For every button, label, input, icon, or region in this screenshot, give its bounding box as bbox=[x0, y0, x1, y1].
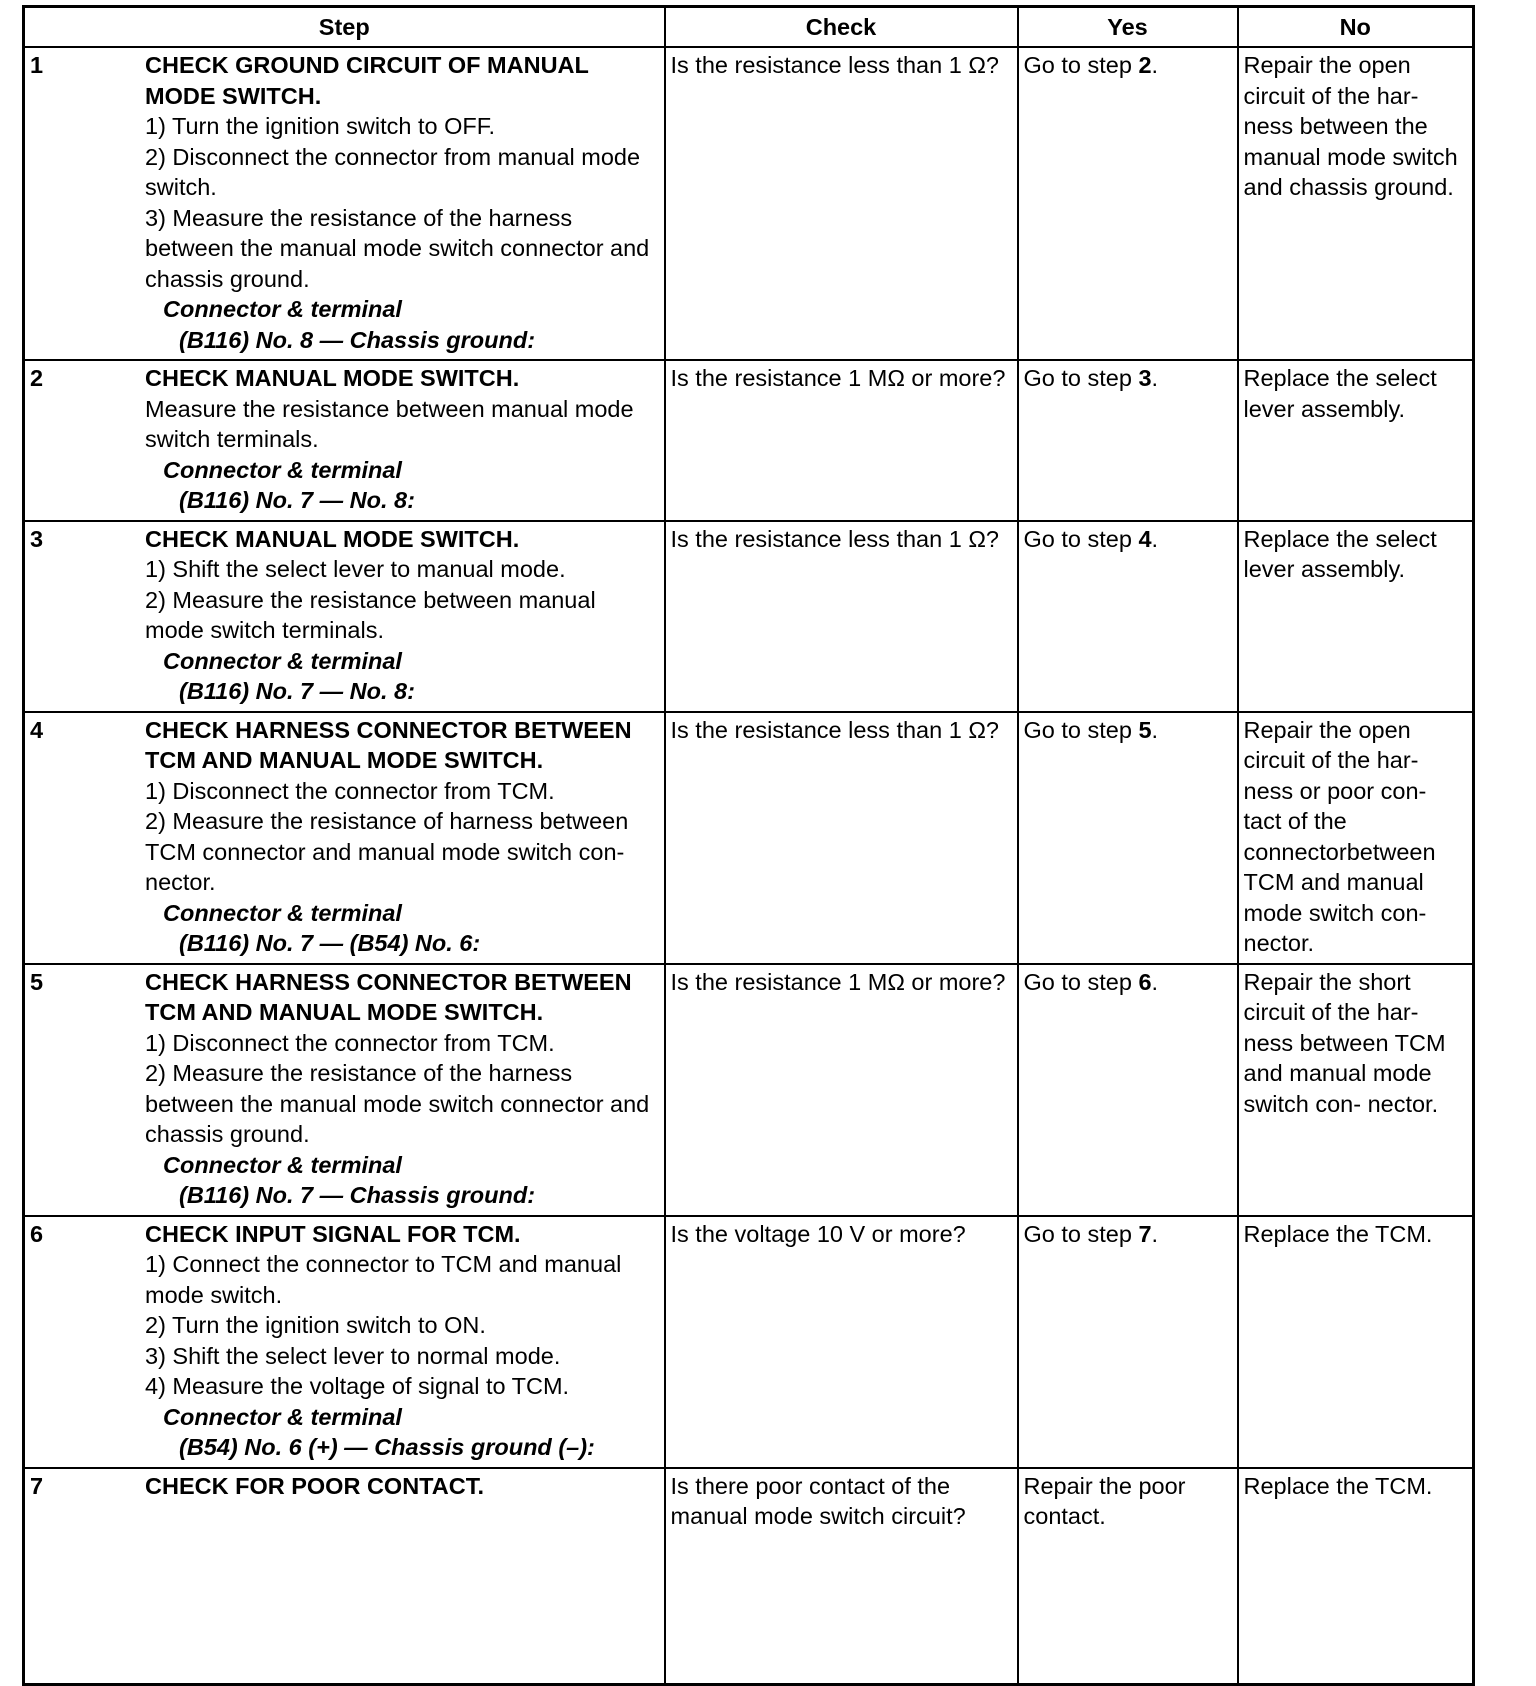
header-step: Step bbox=[24, 7, 665, 48]
yes-step-ref: 4 bbox=[1138, 525, 1152, 552]
yes-cell bbox=[1018, 521, 1238, 712]
connector-terminal: (B116) No. 7 — No. 8: bbox=[179, 678, 415, 704]
header-check: Check bbox=[665, 7, 1018, 48]
connector-label: Connector & terminal bbox=[163, 1403, 402, 1430]
no-cell bbox=[1238, 360, 1474, 521]
table-row bbox=[24, 1216, 1474, 1468]
yes-step-ref: 2 bbox=[1138, 52, 1152, 78]
step-instruction: 1) Disconnect the connector from TCM. bbox=[145, 1029, 555, 1056]
yes-text: Go to step bbox=[1023, 365, 1139, 391]
step-instruction: Measure the resistance between manual mode switch terminals. bbox=[145, 395, 634, 452]
step-instruction: 2) Measure the resistance between manual mode switch terminals. bbox=[145, 586, 596, 643]
no-action: Replace the TCM. bbox=[1243, 1472, 1433, 1499]
check-cell bbox=[665, 521, 1018, 712]
yes-suffix: . bbox=[1151, 525, 1159, 552]
check-question: Is the voltage 10 V or more? bbox=[670, 1220, 966, 1247]
yes-cell bbox=[1018, 964, 1238, 1216]
step-title: CHECK INPUT SIGNAL FOR TCM. bbox=[145, 1220, 521, 1247]
header-yes: Yes bbox=[1018, 7, 1238, 48]
check-question: Is the resistance less than 1 Ω? bbox=[670, 525, 999, 552]
step-number: 5 bbox=[30, 968, 44, 995]
yes-suffix: . bbox=[1151, 52, 1159, 78]
diagnostic-table bbox=[22, 5, 1475, 1686]
step-number: 2 bbox=[30, 365, 44, 391]
yes-step-ref: 5 bbox=[1138, 716, 1152, 743]
no-cell bbox=[1238, 1468, 1474, 1685]
no-action: Replace the select lever assembly. bbox=[1243, 365, 1437, 422]
step-cell bbox=[24, 1216, 665, 1468]
yes-text: Go to step bbox=[1023, 968, 1139, 995]
connector-label: Connector & terminal bbox=[163, 296, 402, 322]
step-instruction: 1) Shift the select lever to manual mode. bbox=[145, 556, 566, 582]
step-number: 4 bbox=[30, 716, 44, 743]
step-number: 6 bbox=[30, 1220, 44, 1247]
yes-action bbox=[1019, 1217, 1237, 1254]
check-question: Is the resistance 1 MΩ or more? bbox=[670, 365, 1006, 391]
table-row bbox=[24, 712, 1474, 964]
check-cell bbox=[665, 1216, 1018, 1468]
step-instruction: 1) Disconnect the connector from TCM. bbox=[145, 777, 555, 804]
no-action: Replace the TCM. bbox=[1243, 1220, 1433, 1247]
yes-step-ref: 7 bbox=[1138, 1220, 1152, 1247]
check-question: Is the resistance 1 MΩ or more? bbox=[670, 968, 1006, 995]
connector-terminal: (B116) No. 7 — Chassis ground: bbox=[179, 1182, 536, 1208]
connector-terminal: (B116) No. 8 — Chassis ground: bbox=[179, 326, 536, 353]
yes-action bbox=[1019, 713, 1237, 750]
step-cell bbox=[24, 964, 665, 1216]
yes-text: Go to step bbox=[1023, 716, 1139, 743]
yes-text: Go to step bbox=[1023, 52, 1139, 78]
connector-terminal: (B116) No. 7 — No. 8: bbox=[179, 487, 415, 513]
step-title: CHECK HARNESS CONNECTOR BETWEEN TCM AND MANUAL MODE SWITCH. bbox=[145, 716, 632, 773]
step-instruction: 3) Measure the resistance of the harness between the manual mode switch connector and chassis ground. bbox=[145, 204, 650, 292]
yes-step-ref: 3 bbox=[1138, 365, 1152, 391]
step-number: 1 bbox=[30, 52, 44, 78]
yes-text: Go to step bbox=[1023, 1220, 1139, 1247]
step-title: CHECK HARNESS CONNECTOR BETWEEN TCM AND MANUAL MODE SWITCH. bbox=[145, 968, 632, 1025]
header-no: No bbox=[1238, 7, 1474, 48]
yes-suffix: . bbox=[1151, 968, 1159, 995]
check-cell bbox=[665, 712, 1018, 964]
connector-label: Connector & terminal bbox=[163, 1151, 402, 1178]
no-cell bbox=[1238, 712, 1474, 964]
no-action: Repair the open circuit of the har- ness between the manual mode switch and chassis ground. bbox=[1243, 52, 1458, 200]
step-cell bbox=[24, 47, 665, 360]
yes-action bbox=[1019, 1469, 1237, 1536]
connector-terminal: (B54) No. 6 (+) — Chassis ground (–): bbox=[179, 1434, 595, 1460]
header-row bbox=[24, 7, 1474, 48]
no-action: Repair the open circuit of the har- ness or poor con- tact of the connectorbetween TCM and manual mode switch con- nector. bbox=[1243, 716, 1436, 956]
step-cell bbox=[24, 1468, 665, 1685]
yes-action bbox=[1019, 522, 1237, 559]
check-cell bbox=[665, 1468, 1018, 1685]
yes-suffix: . bbox=[1151, 1220, 1159, 1247]
step-title: CHECK MANUAL MODE SWITCH. bbox=[145, 525, 520, 552]
no-cell bbox=[1238, 521, 1474, 712]
step-instruction: 2) Measure the resistance of the harness between the manual mode switch connector and chassis ground. bbox=[145, 1060, 650, 1147]
yes-cell bbox=[1018, 360, 1238, 521]
step-cell bbox=[24, 521, 665, 712]
step-instruction: 3) Shift the select lever to normal mode. bbox=[145, 1342, 561, 1369]
check-cell bbox=[665, 47, 1018, 360]
yes-text: Repair the poor contact. bbox=[1023, 1472, 1186, 1529]
check-question: Is the resistance less than 1 Ω? bbox=[670, 52, 999, 78]
step-instruction: 2) Disconnect the connector from manual mode switch. bbox=[145, 143, 641, 200]
no-cell bbox=[1238, 47, 1474, 360]
no-action: Replace the select lever assembly. bbox=[1243, 525, 1437, 582]
no-cell bbox=[1238, 964, 1474, 1216]
table-row bbox=[24, 964, 1474, 1216]
yes-cell bbox=[1018, 1468, 1238, 1685]
check-cell bbox=[665, 360, 1018, 521]
yes-step-ref: 6 bbox=[1138, 968, 1152, 995]
check-question: Is there poor contact of the manual mode switch circuit? bbox=[670, 1472, 966, 1529]
connector-label: Connector & terminal bbox=[163, 899, 402, 926]
step-instruction: 4) Measure the voltage of signal to TCM. bbox=[145, 1373, 570, 1399]
connector-terminal: (B116) No. 7 — (B54) No. 6: bbox=[179, 930, 481, 956]
yes-cell bbox=[1018, 47, 1238, 360]
step-title: CHECK GROUND CIRCUIT OF MANUAL MODE SWITCH. bbox=[145, 52, 589, 109]
yes-action bbox=[1019, 48, 1237, 85]
step-instruction: 1) Connect the connector to TCM and manual mode switch. bbox=[145, 1251, 622, 1308]
yes-cell bbox=[1018, 1216, 1238, 1468]
table-row bbox=[24, 1468, 1474, 1685]
check-cell bbox=[665, 964, 1018, 1216]
step-title: CHECK MANUAL MODE SWITCH. bbox=[145, 365, 520, 391]
no-cell bbox=[1238, 1216, 1474, 1468]
check-question: Is the resistance less than 1 Ω? bbox=[670, 716, 999, 743]
step-title: CHECK FOR POOR CONTACT. bbox=[145, 1472, 485, 1499]
no-action: Repair the short circuit of the har- ness between TCM and manual mode switch con- nector. bbox=[1243, 968, 1446, 1117]
table-row bbox=[24, 47, 1474, 360]
step-number: 7 bbox=[30, 1472, 44, 1499]
yes-suffix: . bbox=[1151, 716, 1159, 743]
step-instruction: 1) Turn the ignition switch to OFF. bbox=[145, 113, 496, 139]
yes-suffix: . bbox=[1151, 365, 1159, 391]
table-row bbox=[24, 521, 1474, 712]
step-instruction: 2) Measure the resistance of harness between TCM connector and manual mode switch con- nector. bbox=[145, 808, 629, 895]
yes-action bbox=[1019, 361, 1237, 398]
yes-text: Go to step bbox=[1023, 525, 1139, 552]
yes-cell bbox=[1018, 712, 1238, 964]
table-row bbox=[24, 360, 1474, 521]
connector-label: Connector & terminal bbox=[163, 456, 402, 483]
step-cell bbox=[24, 712, 665, 964]
step-number: 3 bbox=[30, 525, 44, 552]
yes-action bbox=[1019, 965, 1237, 1002]
step-instruction: 2) Turn the ignition switch to ON. bbox=[145, 1312, 486, 1338]
step-cell bbox=[24, 360, 665, 521]
connector-label: Connector & terminal bbox=[163, 647, 402, 674]
